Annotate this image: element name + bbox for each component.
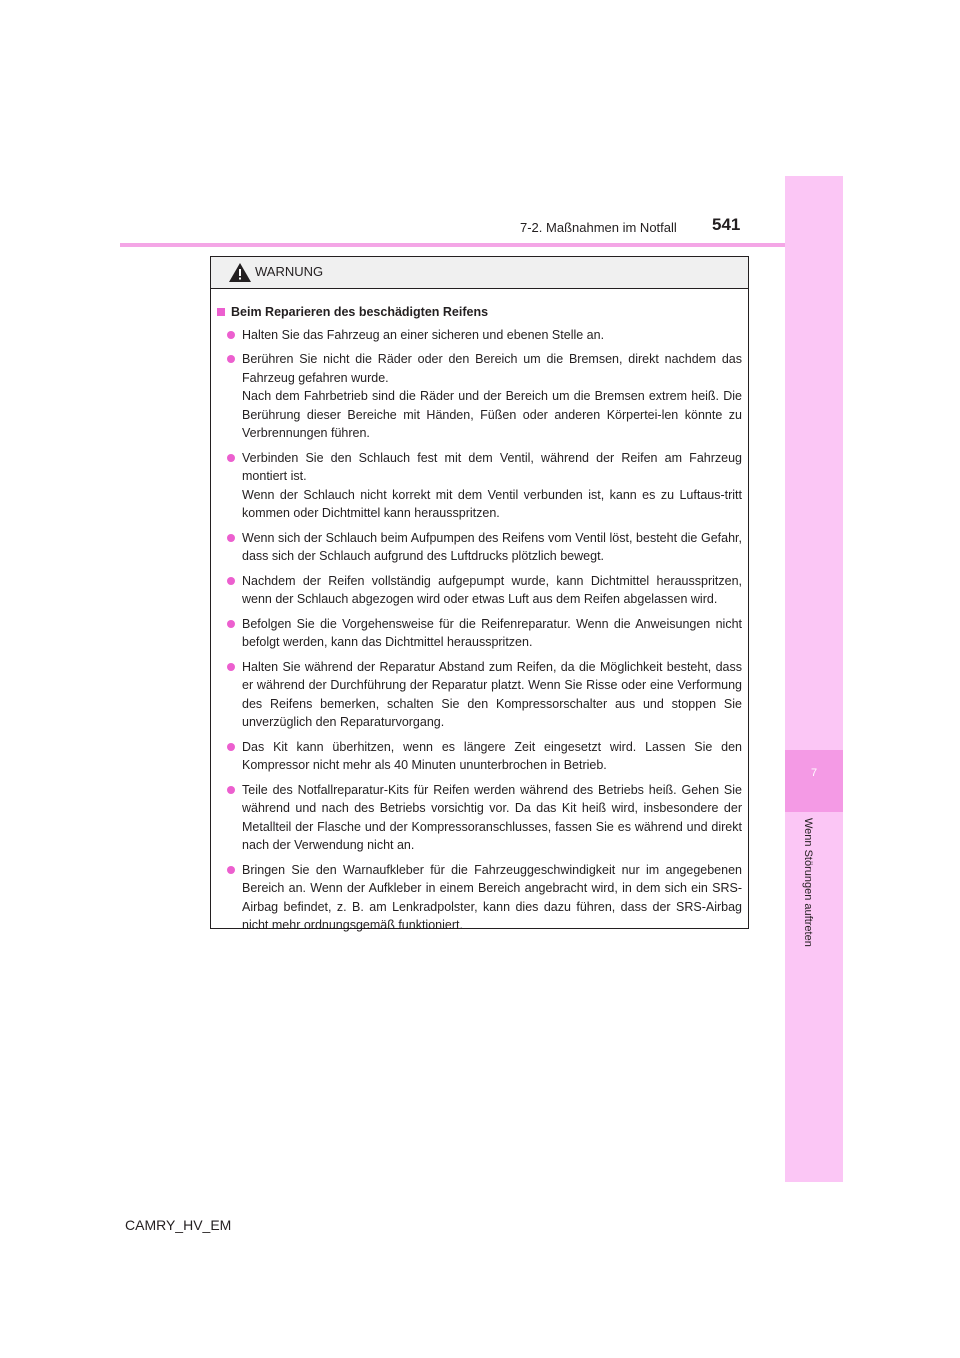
warning-item <box>217 350 742 443</box>
warning-item-text: Halten Sie während der Reparatur Abstand zum Reifen, da die Möglichkeit besteht, dass er während der Durchführung der Reparatur platzt. Wenn Sie Risse oder eine Verformung des Reifens bemerken, schalten Sie den Kompressorschalter aus und stoppen Sie unverzüglich den Reparaturvorgang. <box>242 659 742 729</box>
warning-item <box>217 572 742 609</box>
chapter-tab-marker <box>785 750 843 812</box>
circle-bullet-icon <box>227 866 235 874</box>
circle-bullet-icon <box>227 743 235 751</box>
warning-item <box>217 658 742 732</box>
warning-item <box>217 861 742 935</box>
warning-item-text: Berühren Sie nicht die Räder oder den Bereich um die Bremsen, direkt nachdem das Fahrzeug gefahren wurde. Nach dem Fahrbetrieb sind die Räder und der Bereich um die Bremsen extrem heiß. Die Berührung dieser Bereiche mit Händen, Füßen oder anderen Körpertei-len könnte zu Verbrennungen führen. <box>242 352 742 440</box>
chapter-label: Wenn Störungen auftreten <box>802 818 814 947</box>
warning-item-text: Wenn sich der Schlauch beim Aufpumpen des Reifens vom Ventil löst, besteht die Gefahr, dass sich der Schlauch aufgrund des Luftdrucks plötzlich bewegt. <box>242 530 742 563</box>
section-header-title: 7-2. Maßnahmen im Notfall <box>520 220 677 235</box>
warning-label: WARNUNG <box>255 264 324 279</box>
chapter-side-tab <box>785 176 843 1182</box>
section-title-text: Beim Reparieren des beschädigten Reifens <box>231 305 489 319</box>
warning-item-text: Bringen Sie den Warnaufkleber für die Fahrzeuggeschwindigkeit nur im angegebenen Bereich an. Wenn der Aufkleber in einem Bereich angebracht wird, in dem sich ein SRS-Airbag befindet, z. B. am Lenkradpolster, kann dies dazu führen, dass der SRS-Airbag nicht mehr ordnungsgemäß funktioniert. <box>242 862 742 932</box>
warning-item <box>217 326 742 345</box>
circle-bullet-icon <box>227 577 235 585</box>
chapter-number: 7 <box>810 767 818 779</box>
circle-bullet-icon <box>227 786 235 794</box>
warning-item-text: Befolgen Sie die Vorgehensweise für die Reifenreparatur. Wenn die Anweisungen nicht befolgt werden, kann das Dichtmittel herausspritzen. <box>242 616 742 649</box>
circle-bullet-icon <box>227 620 235 628</box>
warning-item-text: Das Kit kann überhitzen, wenn es längere Zeit eingesetzt wird. Lassen Sie den Kompressor nicht mehr als 40 Minuten ununterbrochen in Betrieb. <box>242 739 742 772</box>
circle-bullet-icon <box>227 534 235 542</box>
circle-bullet-icon <box>227 454 235 462</box>
warning-item <box>217 738 742 775</box>
square-bullet-icon <box>217 308 225 316</box>
warning-item-text: Halten Sie das Fahrzeug an einer sicheren und ebenen Stelle an. <box>242 327 605 342</box>
warning-triangle-icon <box>228 262 252 283</box>
warning-item-text: Nachdem der Reifen vollständig aufgepumpt wurde, kann Dichtmittel herausspritzen, wenn der Schlauch abgezogen wird oder etwas Luft aus dem Reifen abgelassen wird. <box>242 573 742 606</box>
warning-item <box>217 615 742 652</box>
warning-item-text: Teile des Notfallreparatur-Kits für Reifen werden während des Betriebs heiß. Gehen Sie während und nach des Betriebs vorsichtig vor. Da das Kit heiß wird, insbesondere der Metallteil der Flasche und der Kompressoranschlusses, fassen Sie es während und direkt nach der Verwendung nicht an. <box>242 782 742 852</box>
header-divider <box>120 243 785 247</box>
warning-box <box>210 256 749 932</box>
warning-item-text: Verbinden Sie den Schlauch fest mit dem Ventil, während der Reifen am Fahrzeug montiert ist. Wenn der Schlauch nicht korrekt mit dem Ventil verbunden ist, kann es zu Luftaus-tritt kommen oder Dichtmittel kann herausspritzen. <box>242 450 742 520</box>
document-code: CAMRY_HV_EM <box>125 1217 232 1233</box>
warning-item <box>217 449 742 523</box>
section-title <box>217 303 742 322</box>
warning-item <box>217 781 742 855</box>
warning-body <box>211 289 748 935</box>
warning-header <box>211 257 748 289</box>
warning-item <box>217 529 742 566</box>
circle-bullet-icon <box>227 663 235 671</box>
circle-bullet-icon <box>227 331 235 339</box>
circle-bullet-icon <box>227 355 235 363</box>
page-number: 541 <box>712 215 741 234</box>
